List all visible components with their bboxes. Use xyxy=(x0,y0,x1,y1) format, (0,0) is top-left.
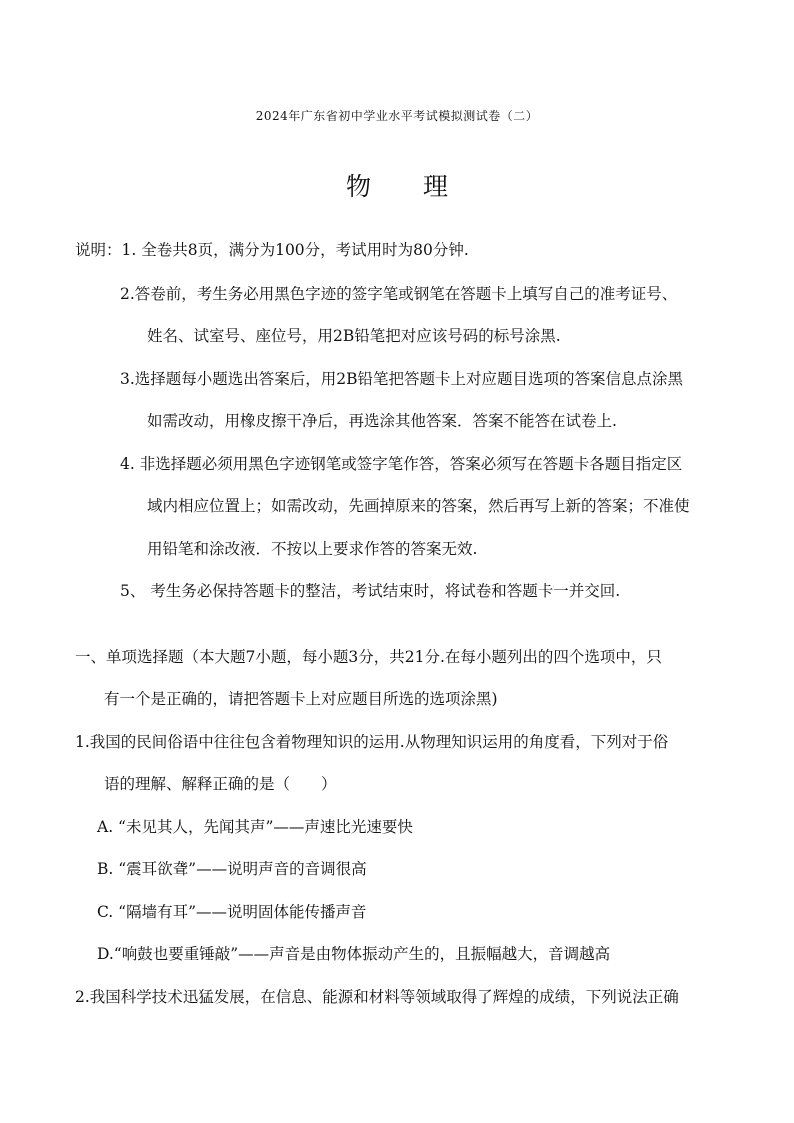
instruction-3-line-1: 3.选择题每小题选出答案后，用2B铅笔把答题卡上对应题目选项的答案信息点涂黑 xyxy=(120,370,684,388)
question-1-option-b: B. “震耳欲聋”——说明声音的音调很高 xyxy=(97,860,367,878)
question-1-option-d: D.“响鼓也要重锤敲”——声音是由物体振动产生的，且振幅越大，音调越高 xyxy=(97,945,611,963)
instruction-2-line-1: 2.答卷前，考生务必用黑色字迹的签字笔或钢笔在答题卡上填写自己的准考证号、 xyxy=(120,285,678,303)
instruction-4-line-1: 4. 非选择题必须用黑色字迹钢笔或签字笔作答，答案必须写在答题卡各题目指定区 xyxy=(120,455,683,473)
instruction-4-line-3: 用铅笔和涂改液．不按以上要求作答的答案无效. xyxy=(147,540,478,558)
question-2-stem-line-1: 2.我国科学技术迅猛发展，在信息、能源和材料等领域取得了辉煌的成绩，下列说法正确 xyxy=(75,988,679,1006)
question-1-stem-line-2: 语的理解、解释正确的是（ ） xyxy=(104,775,337,793)
instruction-2-line-2: 姓名、试室号、座位号，用2B铅笔把对应该号码的标号涂黑. xyxy=(147,327,561,345)
instruction-4-line-2: 域内相应位置上；如需改动，先画掉原来的答案，然后再写上新的答案；不准使 xyxy=(147,497,690,515)
subject-heading: 物 理 xyxy=(346,172,470,201)
question-1-option-a: A. “未见其人，先闻其声”——声速比光速要快 xyxy=(97,818,413,836)
instruction-5: 5、 考生务必保持答题卡的整洁，考试结束时，将试卷和答题卡一并交回. xyxy=(120,582,621,600)
instruction-3-line-2: 如需改动，用橡皮擦干净后，再选涂其他答案．答案不能答在试卷上. xyxy=(147,412,617,430)
section-1-heading-line-2: 有一个是正确的，请把答题卡上对应题目所选的选项涂黑) xyxy=(104,690,498,708)
question-1-stem-line-1: 1.我国的民间俗语中往往包含着物理知识的运用.从物理知识运用的角度看，下列对于俗 xyxy=(75,733,669,751)
exam-title: 2024年广东省初中学业水平考试模拟测试卷（二） xyxy=(255,109,539,123)
section-1-heading-line-1: 一、单项选择题（本大题7小题，每小题3分，共21分.在每小题列出的四个选项中，只 xyxy=(75,648,662,666)
question-1-option-c: C. “隔墙有耳”——说明固体能传播声音 xyxy=(97,903,367,921)
instruction-1: 说明：1. 全卷共8页，满分为100分，考试用时为80分钟. xyxy=(75,241,469,259)
